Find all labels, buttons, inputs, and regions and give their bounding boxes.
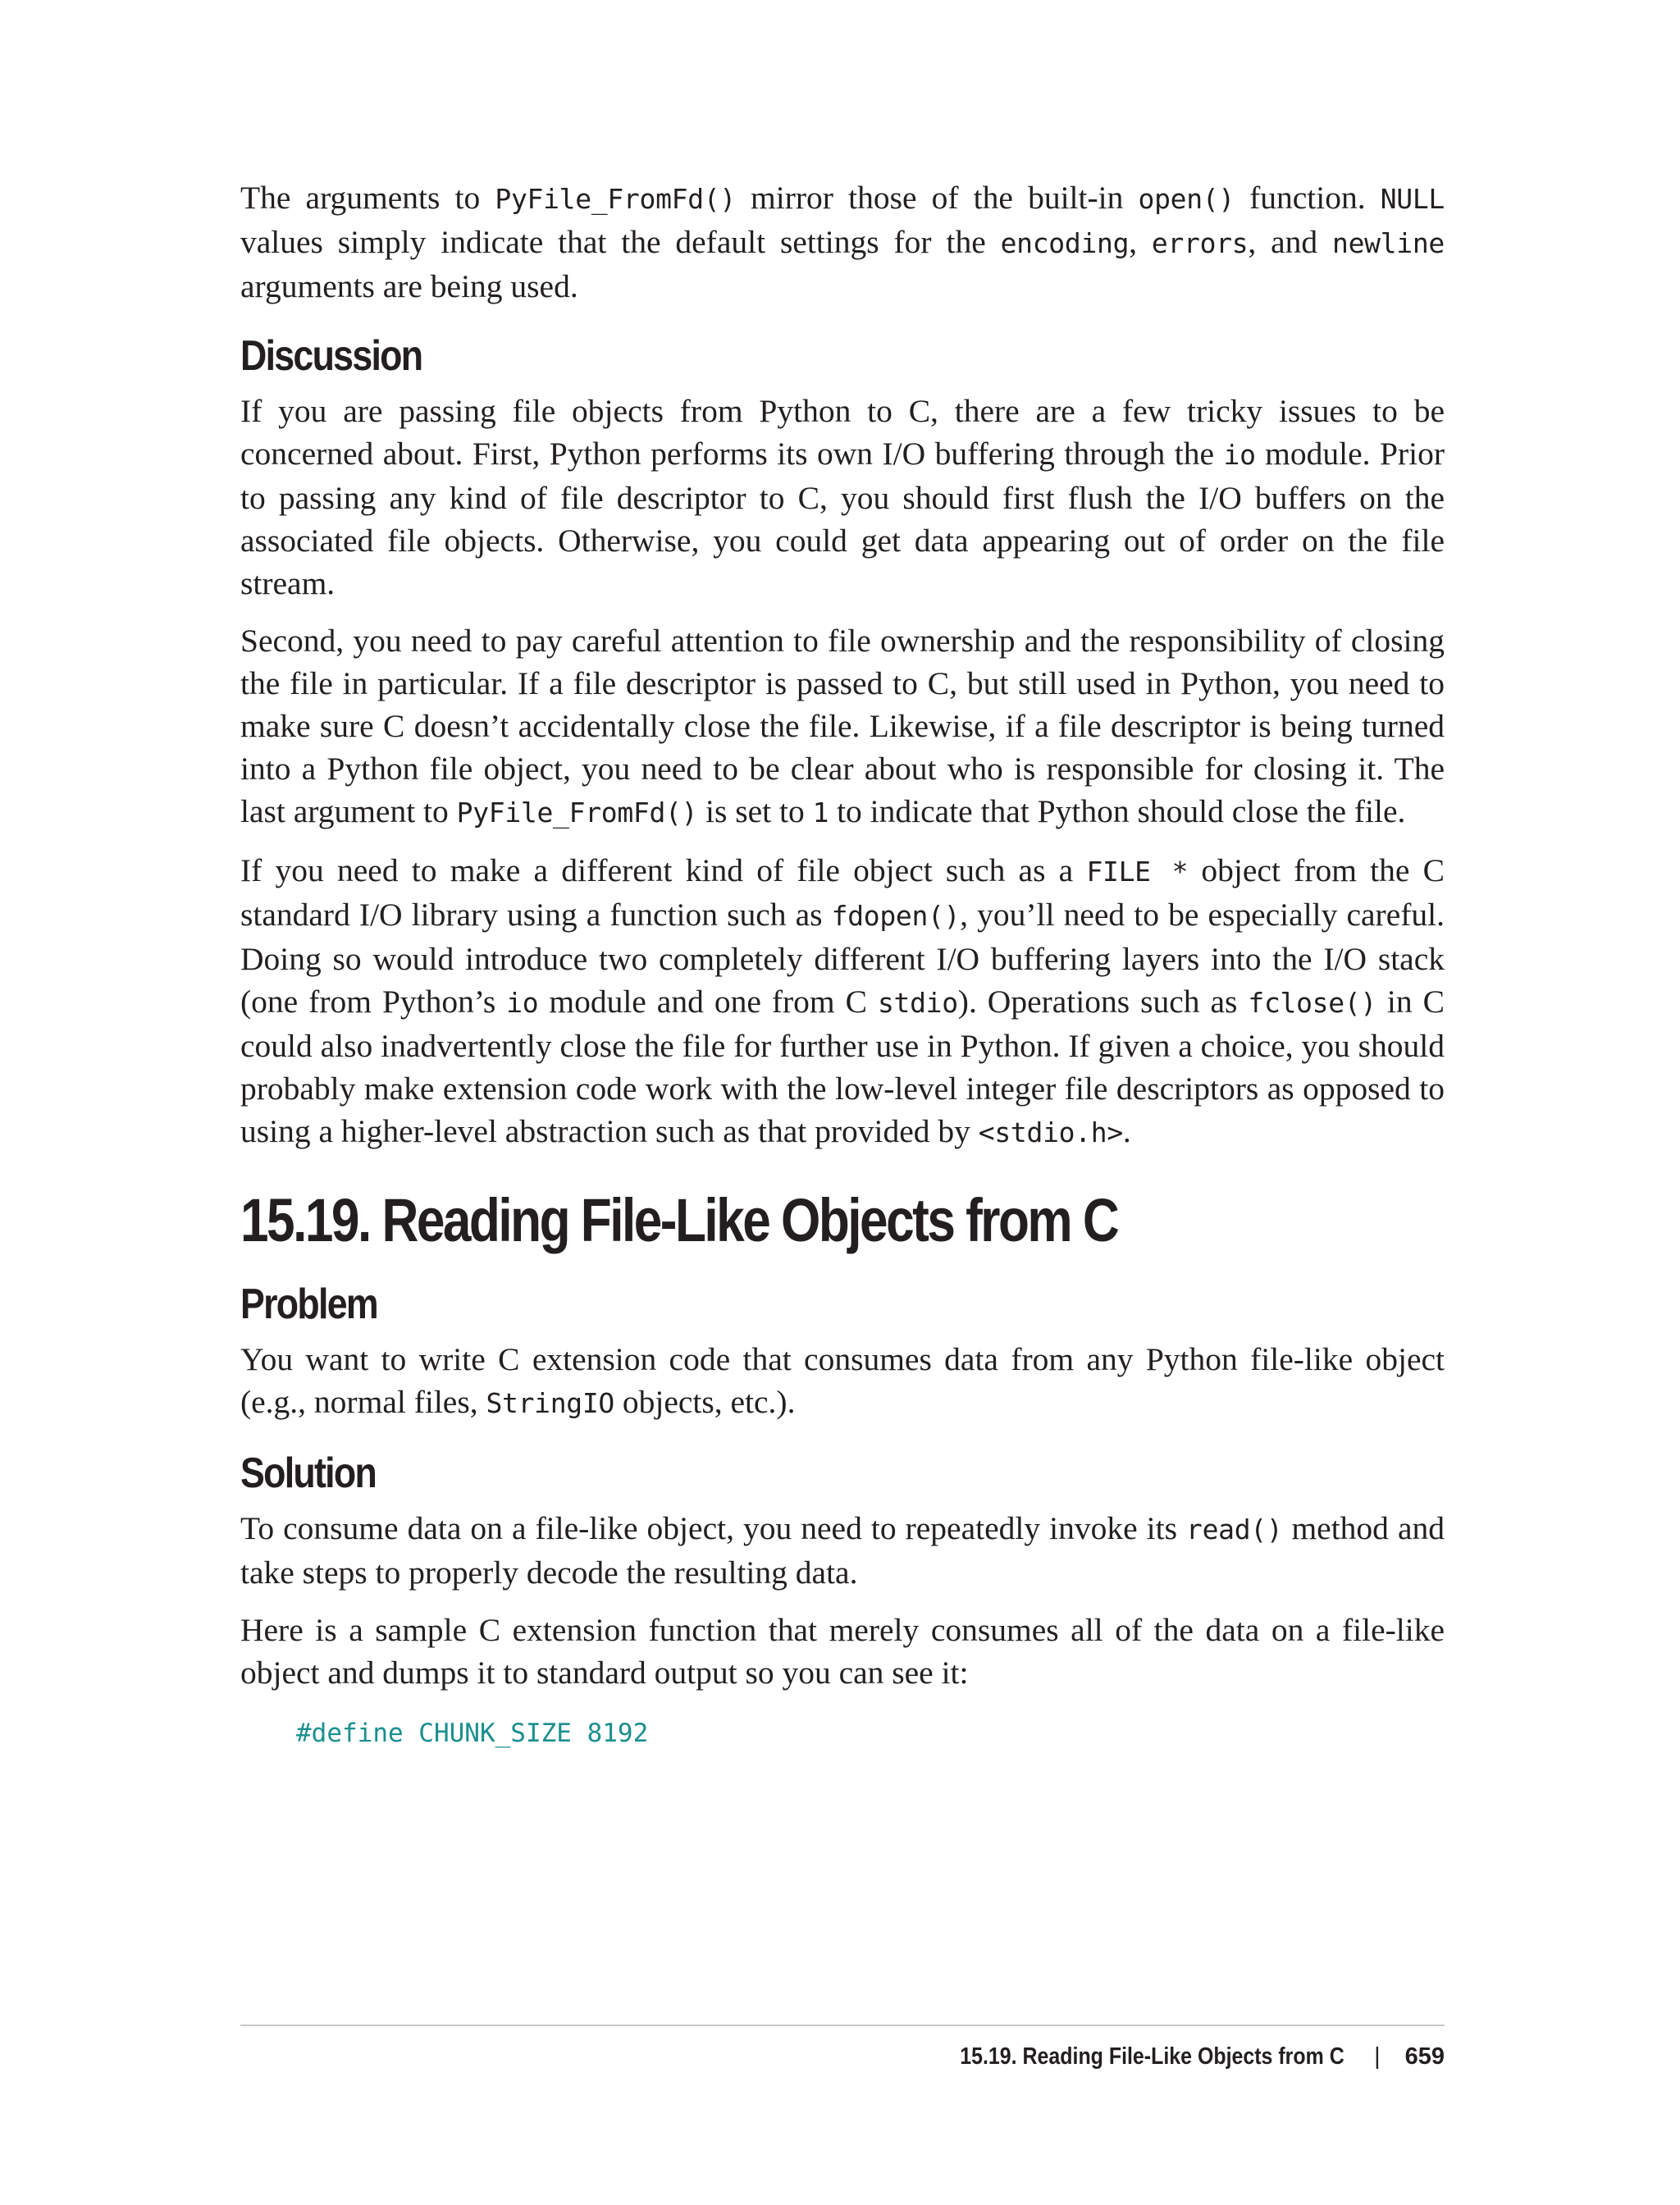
text-run: The arguments to xyxy=(240,180,495,216)
text-run: mirror those of the built-in xyxy=(735,180,1139,216)
text-run: Second, you need to pay careful attention to file ownership and the responsibility of closing the file in particular. If a file descriptor is passed to C, but still used in Python, you need to make sure C doesn’t accidentally close the file. Likewise, if a file descriptor is being turned into a Python file object, you need to be clear about who is responsible for closing it. The last argument to xyxy=(240,623,1445,829)
text-run: , xyxy=(1129,224,1152,260)
inline-code: read() xyxy=(1186,1513,1283,1545)
text-run: module and one from C xyxy=(538,984,878,1020)
text-run: is set to xyxy=(697,793,813,829)
inline-code: io xyxy=(1223,439,1256,471)
page-footer xyxy=(897,2040,1445,2073)
inline-code: StringIO xyxy=(486,1387,614,1419)
text-run: module. Prior to passing any kind of file descriptor to C, you should first flush the I/O buffers on the associated file objects. Otherwise, you could get data appearing out of order on the file stream. xyxy=(240,436,1445,601)
inline-code: io xyxy=(506,987,539,1019)
inline-code: open() xyxy=(1138,183,1235,215)
discussion-paragraph-2 xyxy=(240,619,1445,834)
page-number: 659 xyxy=(1404,2043,1445,2070)
footer-rule xyxy=(240,2025,1445,2026)
solution-paragraph-2: Here is a sample C extension function that merely consumes all of the data on a file-like object and dumps it to standard output so you can see it: xyxy=(240,1612,1445,1691)
intro-paragraph xyxy=(240,176,1445,308)
discussion-heading: Discussion xyxy=(240,332,422,380)
text-run: method and take steps to properly decode the resulting data. xyxy=(240,1510,1445,1591)
text-run: You want to write C extension code that consumes data from any Python file-like object (e.g., normal files, xyxy=(240,1341,1445,1420)
inline-code: PyFile_FromFd() xyxy=(495,183,736,215)
page-content xyxy=(240,176,1445,1750)
text-run: function. xyxy=(1234,180,1381,216)
inline-code: NULL xyxy=(1380,183,1445,215)
text-run: in C could also inadvertently close the file for further use in Python. If given a choice, you should probably make extension code work with the low-level integer file descriptors as opposed to using a higher-level abstraction such as that provided by xyxy=(240,984,1445,1149)
inline-code: <stdio.h> xyxy=(978,1116,1123,1148)
problem-paragraph xyxy=(240,1338,1445,1425)
text-run: If you need to make a different kind of file object such as a xyxy=(240,852,1087,888)
inline-code: errors xyxy=(1151,227,1249,259)
text-run: values simply indicate that the default settings for the xyxy=(240,224,1001,260)
section-title: 15.19. Reading File-Like Objects from C xyxy=(240,1186,1118,1254)
text-run: to indicate that Python should close the file. xyxy=(829,793,1406,829)
text-run: object from the C standard I/O library using a function such as xyxy=(240,852,1445,933)
solution-paragraph-1 xyxy=(240,1507,1445,1594)
inline-code: 1 xyxy=(812,797,829,829)
inline-code: newline xyxy=(1332,227,1445,259)
discussion-paragraph-3 xyxy=(240,849,1445,1154)
footer-section-title: 15.19. Reading File-Like Objects from C xyxy=(960,2043,1345,2070)
footer-separator: | xyxy=(1374,2043,1381,2070)
inline-code: fdopen() xyxy=(831,900,961,932)
solution-heading: Solution xyxy=(240,1449,377,1497)
text-run: . xyxy=(1122,1113,1131,1149)
inline-code: encoding xyxy=(1000,227,1130,259)
text-run: ). Operations such as xyxy=(957,984,1249,1020)
text-run: objects, etc.). xyxy=(614,1384,796,1420)
inline-code: stdio xyxy=(877,987,958,1019)
discussion-paragraph-1 xyxy=(240,390,1445,605)
text-run: If you are passing file objects from Python to C, there are a few tricky issues to be concerned about. First, Python performs its own I/O buffering through the xyxy=(240,393,1445,472)
inline-code: PyFile_FromFd() xyxy=(456,797,698,829)
text-run: arguments are being used. xyxy=(240,268,578,304)
inline-code: fclose() xyxy=(1248,987,1376,1019)
code-block: #define CHUNK_SIZE 8192 xyxy=(296,1719,649,1748)
text-run: , you’ll need to be especially careful. Doing so would introduce two completely different I/O buffering layers into the I/O stack (one from Python’s xyxy=(240,897,1445,1020)
problem-heading: Problem xyxy=(240,1281,377,1328)
inline-code: FILE * xyxy=(1086,856,1189,888)
text-run: , and xyxy=(1248,224,1333,260)
text-run: To consume data on a file-like object, you need to repeatedly invoke its xyxy=(240,1510,1187,1546)
